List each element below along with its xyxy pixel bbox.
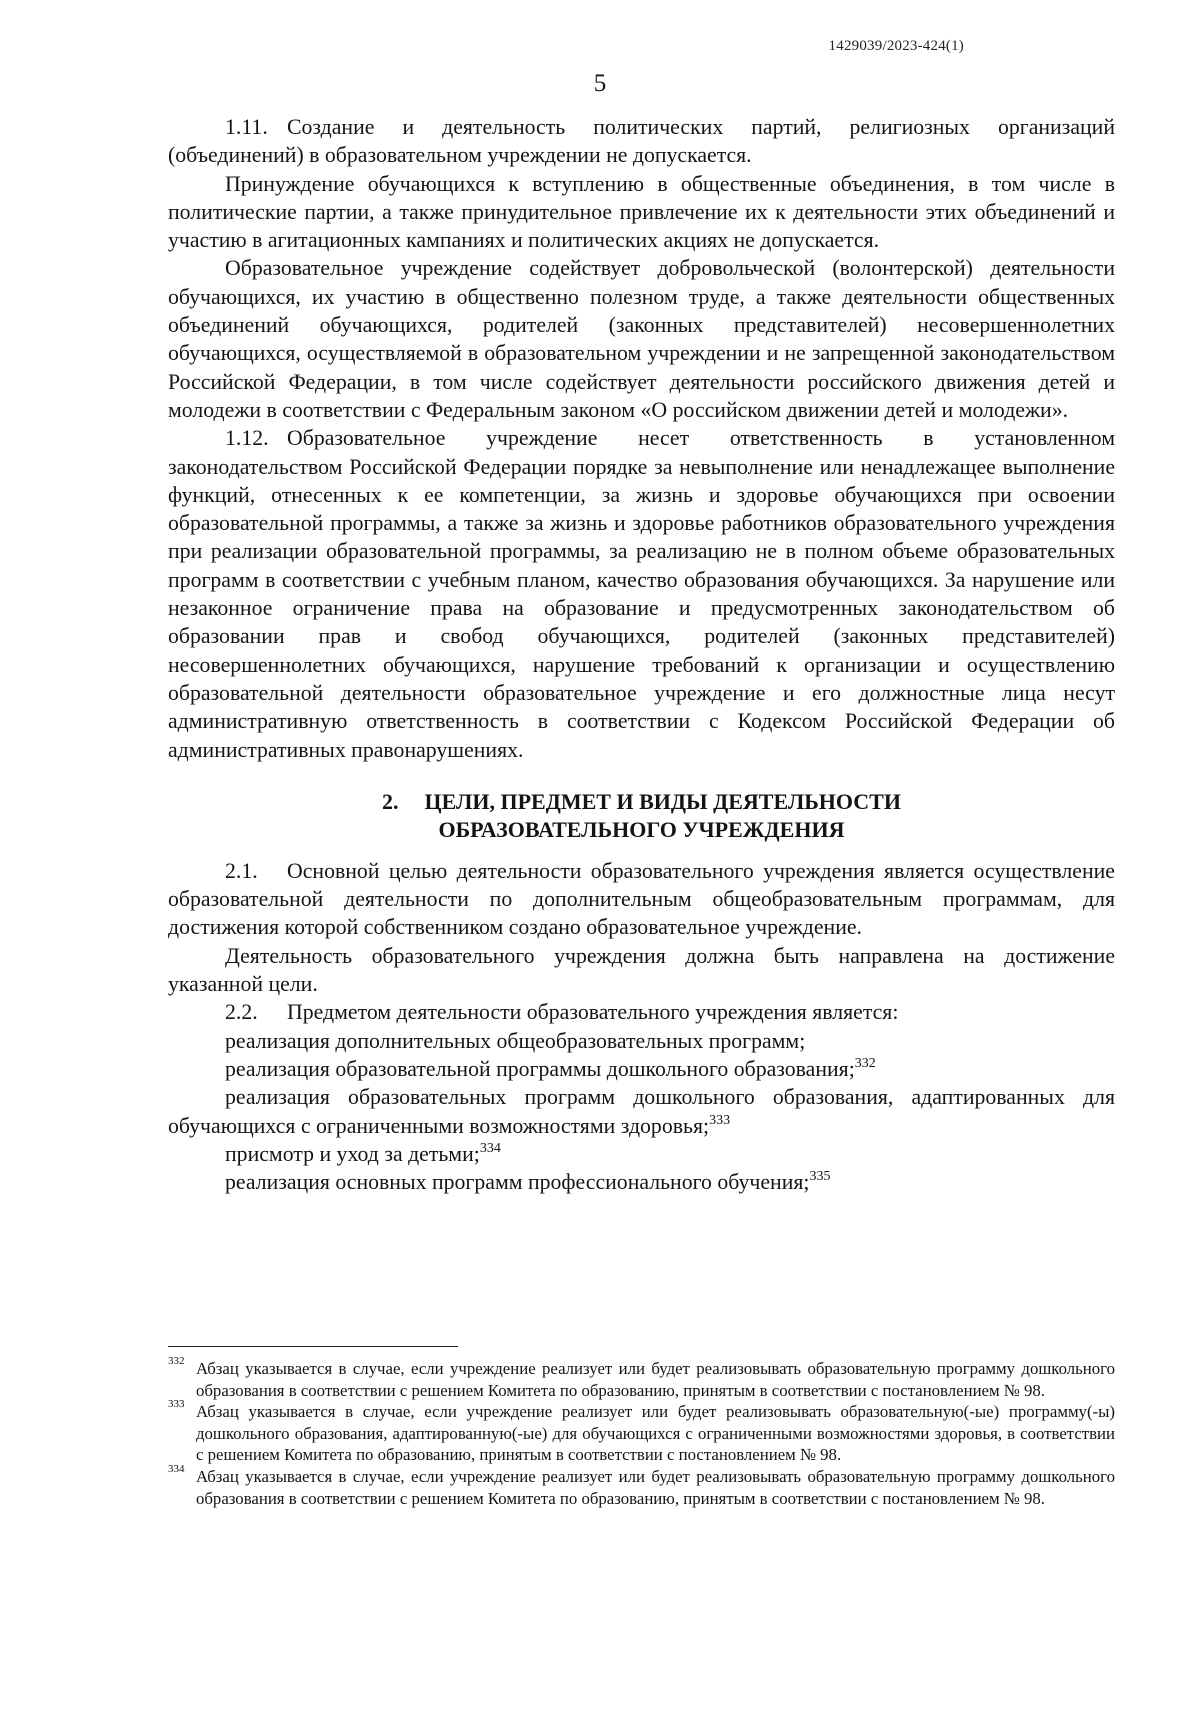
- footnote: [168, 1398, 1115, 1466]
- paragraph-2-1: [168, 857, 1115, 942]
- page-number: 5: [593, 70, 607, 97]
- paragraph-1-11: [168, 113, 1115, 170]
- list-item: [168, 1140, 1115, 1168]
- clause-number: 2.1.: [225, 858, 258, 883]
- clause-number: 1.12.: [225, 426, 269, 451]
- paragraph-text: Предметом деятельности образовательного учреждения является:: [287, 1000, 899, 1025]
- clause-number: 1.11.: [225, 115, 268, 139]
- list-item: [168, 1083, 1115, 1140]
- list-item: [168, 1055, 1115, 1083]
- paragraph-2-2: [168, 998, 1115, 1026]
- footnote-separator: [168, 1346, 458, 1347]
- footnotes: [168, 1355, 1115, 1509]
- list-item: [168, 1168, 1115, 1196]
- paragraph-text: Принуждение обучающихся к вступлению в общественные объединения, в том числе в политические партии, а также принудительное привлечение их к деятельности этих объединений и участию в агитационных кампаниях и политических акциях не допускается.: [168, 171, 1115, 253]
- document-body: [168, 113, 1115, 1196]
- section-title-text: ЦЕЛИ, ПРЕДМЕТ И ВИДЫ ДЕЯТЕЛЬНОСТИ: [424, 788, 901, 814]
- paragraph-text: Создание и деятельность политических партий, религиозных организаций (объединений) в образовательном учреждении не допускается.: [168, 115, 1115, 168]
- list-item-text: реализация основных программ профессионального обучения;: [225, 1170, 810, 1195]
- footnote-ref[interactable]: 334: [479, 1140, 501, 1156]
- paragraph-text: Основной целью деятельности образовательного учреждения является осуществление образовательной деятельности по дополнительным общеобразовательным программам, для достижения которой собственником создано образовательное учреждение.: [168, 858, 1115, 940]
- footnote: [168, 1462, 1115, 1509]
- list-item-text: реализация образовательных программ дошкольного образования, адаптированных для обучающихся с ограниченными возможностями здоровья;: [168, 1085, 1115, 1138]
- footnote-text: Абзац указывается в случае, если учреждение реализует или будет реализовывать образовательную программу дошкольного образования в соответствии с решением Комитета по образованию, принятым в соответствии с постановлением № 98.: [196, 1466, 1115, 1508]
- footnote-text: Абзац указывается в случае, если учреждение реализует или будет реализовывать образовательную программу дошкольного образования в соответствии с решением Комитета по образованию, принятым в соответствии с постановлением № 98.: [196, 1359, 1115, 1400]
- footnote-mark: 334: [168, 1462, 185, 1475]
- document-id: 1429039/2023-424(1): [828, 38, 964, 54]
- list-item-text: реализация дополнительных общеобразовательных программ;: [225, 1028, 806, 1053]
- footnote-ref[interactable]: 332: [854, 1055, 876, 1071]
- clause-number: 2.2.: [225, 1000, 258, 1025]
- section-number: 2.: [382, 788, 399, 814]
- section-heading-line-1: [168, 788, 1115, 816]
- paragraph-1-12: [168, 424, 1115, 764]
- list-item-text: реализация образовательной программы дошкольного образования;: [225, 1056, 855, 1081]
- section-heading-line-2: ОБРАЗОВАТЕЛЬНОГО УЧРЕЖДЕНИЯ: [438, 816, 845, 842]
- paragraph-text: Деятельность образовательного учреждения должна быть направлена на достижение указанной цели.: [168, 943, 1115, 997]
- footnote-mark: 333: [168, 1398, 185, 1411]
- footnote-text: Абзац указывается в случае, если учреждение реализует или будет реализовывать образовательную(-ые) программу(-ы) дошкольного образования, адаптированную(-ые) для обучающихся с ограниченными возможностями здоровья, в соответствии с решением Комитета по образованию, принятым в соответствии с постановлением № 98.: [196, 1402, 1115, 1465]
- section-heading: [168, 788, 1115, 844]
- paragraph: [168, 254, 1115, 424]
- footnote-mark: 332: [168, 1355, 185, 1367]
- list-item-text: присмотр и уход за детьми;: [225, 1141, 480, 1166]
- paragraph-text: Образовательное учреждение несет ответственность в установленном законодательством Российской Федерации порядке за невыполнение или ненадлежащее выполнение функций, отнесенных к ее компетенции, за жизнь и здоровье обучающихся при освоении образовательной программы, а также за жизнь и здоровье работников образовательного учреждения при реализации образовательной программы, за реализацию не в полном объеме образовательных программ в соответствии с учебным планом, качество образования обучающихся. За нарушение или незаконное ограничение права на образование и предусмотренных законодательством об образовании прав и свобод обучающихся, родителей (законных представителей) несовершеннолетних обучающихся, нарушение требований к организации и осуществлению образовательной деятельности образовательное учреждение и его должностные лица несут административную ответственность в соответствии с Кодексом Российской Федерации об административных правонарушениях.: [168, 426, 1115, 762]
- footnote-ref[interactable]: 335: [809, 1169, 831, 1185]
- footnote: [168, 1355, 1115, 1401]
- paragraph-text: Образовательное учреждение содействует добровольческой (волонтерской) деятельности обучающихся, их участию в общественно полезном труде, а также деятельности общественных объединений обучающихся, родителей (законных представителей) несовершеннолетних обучающихся, осуществляемой в образовательном учреждении и не запрещенной законодательством Российской Федерации, в том числе содействует деятельности российского движения детей и молодежи в соответствии с Федеральным законом «О российском движении детей и молодежи».: [168, 256, 1115, 422]
- paragraph: [168, 942, 1115, 999]
- list-item: [168, 1027, 1115, 1055]
- footnote-ref[interactable]: 333: [709, 1112, 731, 1128]
- paragraph: [168, 170, 1115, 255]
